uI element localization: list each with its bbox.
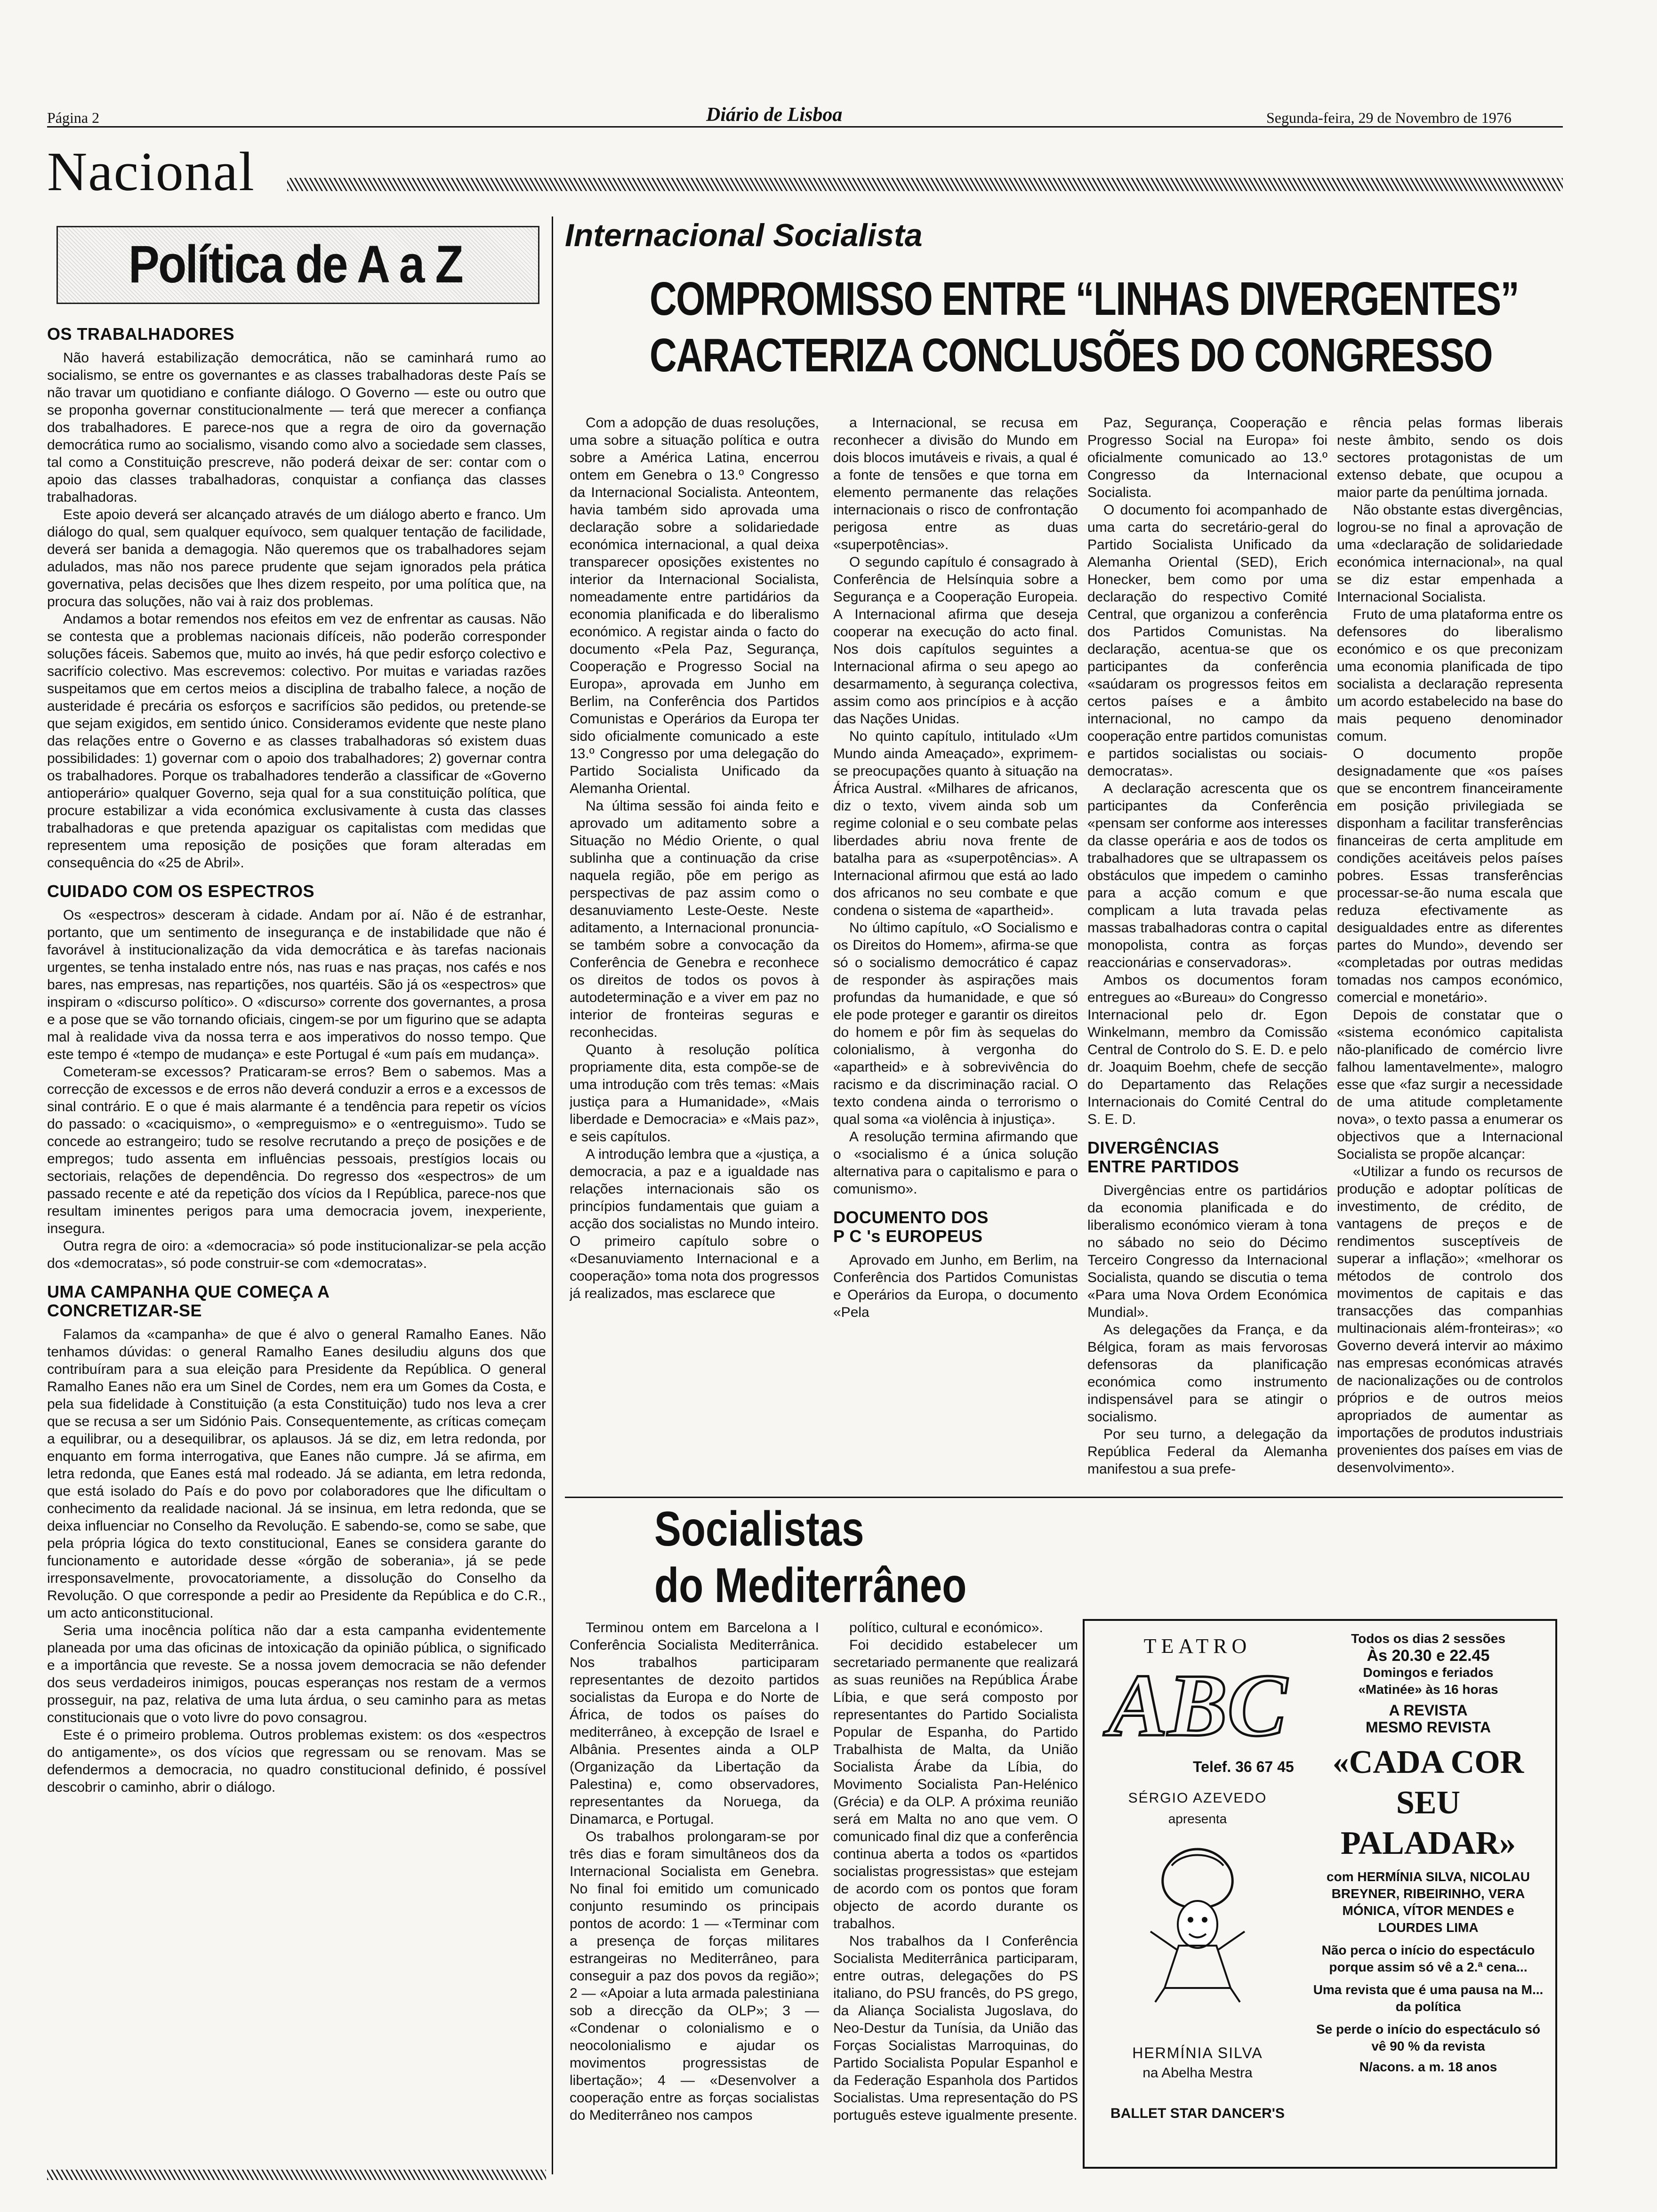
ad-cast: com HERMÍNIA SILVA, NICOLAU BREYNER, RIBEIRINHO, VERA MÓNICA, VÍTOR MENDES e LOURDES LIMA [1327, 1869, 1530, 1935]
performer-illustration [1136, 1837, 1259, 2007]
ad-ballet: BALLET STAR DANCER'S [1110, 2106, 1285, 2121]
is-paragraph: Paz, Segurança, Cooperação e Progresso Social na Europa» foi oficialmente comunicado ao 13.º Congresso da Internacional Socialista. [1087, 415, 1327, 500]
is-sub-divergencias: DIVERGÊNCIAS ENTRE PARTIDOS [1087, 1138, 1239, 1176]
is-paragraph: A introdução lembra que a «justiça, a democracia, a paz e a igualdade nas relações internacionais são os princípios fundamentais que guiam a acção dos socialistas no Mundo inteiro. O primeiro capítulo sobre o «Desanuviamento Internacional e a cooperação» toma nota dos progressos já realizados, mas esclarece que [570, 1146, 819, 1301]
ad-apresenta: apresenta [1168, 1811, 1227, 1826]
is-paragraph: Com a adopção de duas resoluções, uma sobre a situação política e outra sobre a América Latina, encerrou ontem em Genebra o 13.º Congresso da Internacional Socialista. Anteontem, havia também sido aprovada uma declaração sobre a solidariedade económica internacional, a qual deixa transparecer oposições existentes no interior da Internacional Socialista, nomeadamente entre partidários da economia planificada e do liberalismo económico. A registar ainda o facto do documento «Pela Paz, Segurança, Cooperação e Progresso Social na Europa», aprovada em Junho em Berlim, na Conferência dos Partidos Comunistas e Operários da Europa ter sido oficialmente comunicado a este 13.º Congresso por uma delegação do Partido Socialista Unificado da Alemanha Oriental. [570, 415, 819, 796]
ad-show-title-1: «CADA COR [1332, 1744, 1524, 1780]
is-paragraph: O documento propõe designadamente que «os países que se encontrem financeiramente em posição privilegiada se disponham a facilitar transferências financeiras de certa amplitude em condições aceitáveis pelos países pobres. Essas transferências processar-se-ão numa escala que reduza efectivamente as desigualdades entre as diferentes partes do Mundo», devendo ser «completadas por outras medidas tomadas nos campos económico, comercial e monetário». [1337, 746, 1563, 1005]
is-paragraph: Ambos os documentos foram entregues ao «Bureau» do Congresso Internacional pelo dr. Egon Winkelmann, membro da Comissão Central de Controlo do S. E. D. e pelo dr. Joaquim Boehm, chefe de secção do Departamento das Relações Internacionais do Comité Central do S. E. D. [1087, 972, 1327, 1127]
med-paragraph: Foi decidido estabelecer um secretariado permanente que realizará as suas reuniões na República Árabe Líbia, e que será composto por representantes do Partido Socialista Popular de Espanha, do Partido Trabalhista de Malta, da União Socialista Árabe da Líbia, do Movimento Socialista Pan-Helénico (Grécia) e da OLP. A próxima reunião será em Malta no ano que vem. O comunicado final diz que a conferência continua aberta a todos os «partidos socialistas progressistas» que estejam de acordo com os pontos que foram objecto de acordo durante os trabalhos. [833, 1637, 1078, 1931]
is-paragraph: Divergências entre os partidários da economia planificada e do liberalismo económico vieram à tona no sábado no seio do Décimo Terceiro Congresso da Internacional Socialista, quando se discutia o tema «Para uma Nova Ordem Económica Mundial». [1087, 1183, 1327, 1320]
is-paragraph: A declaração acrescenta que os participantes da Conferência «pensam ser conforme aos interesses da classe operária e aos de todos os trabalhadores que se ultrapassem os obstáculos que impedem o caminho para a acção comum e que complicam a luta travada pelas massas trabalhadoras contra o capital monopolista, contra as forças reaccionárias e conservadoras». [1087, 781, 1327, 970]
is-col-4 [1337, 414, 1563, 1487]
is-paragraph: No último capítulo, «O Socialismo e os Direitos do Homem», afirma-se que só o socialismo democrático é capaz de responder às aspirações mais profundas da humanidade, e que só ele pode proteger e garantir os direitos do homem e pôr fim às sequelas do colonialismo, à vergonha do «apartheid» e à sobrevivência do racismo e da discriminação racial. O texto condena ainda o terrorismo o qual soma «a violência à injustiça». [833, 920, 1078, 1127]
is-col-2 [833, 414, 1078, 1487]
is-paragraph: rência pelas formas liberais neste âmbito, sendo os dois sectores protagonistas de um extenso debate, que ocupou a maior parte da penúltima jornada. [1337, 415, 1563, 500]
az-paragraph: Cometeram-se excessos? Praticaram-se erros? Bem o sabemos. Mas a correcção de excessos e de erros não deverá conduzir a erros e a excessos de sinal contrário. E o que é mais alarmante é a tendência para repetir os vícios do passado: o «caciquismo», o «empreguismo» e o «entreguismo». Tudo se concede ao estrangeiro; tudo se resolve recrutando a preço de posições e de empregos; tudo assenta em influências pessoais, prestígios locais ou sectoriais, relações de dependência. Do regresso dos «espectros» de um passado recente e até da repetição dos vícios da I República, parece-nos que resultam iminentes perigos para uma democracia jovem, inexperiente, insegura. [47, 1064, 546, 1236]
az-sub-campanha: UMA CAMPANHA QUE COMEÇA A CONCRETIZAR-SE [47, 1282, 330, 1320]
is-paragraph: As delegações da França, e da Bélgica, foram as mais fervorosas defensoras da planificação económica como instrumento indispensável para se atingir o socialismo. [1087, 1322, 1327, 1425]
ad-line: Uma revista que é uma pausa na M... da política [1313, 1982, 1544, 2014]
med-col-1 [570, 1619, 819, 2184]
issue-date: Segunda-feira, 29 de Novembro de 1976 [1266, 109, 1512, 126]
med-headline-1: Socialistas [654, 1502, 864, 1556]
is-bottom-rule [565, 1497, 1563, 1498]
az-paragraph: Andamos a botar remendos nos efeitos em vez de enfrentar as causas. Não se contesta que a problemas nacionais difíceis, não poderão corresponder soluções fáceis. Sabemos que, muito ao invés, há que pedir esforço colectivo e sacrifício colectivo. Mas escrevemos: colectivo. Por muitas e variadas razões suspeitamos que em certos meios a disciplina de trabalho falece, a noção de austeridade é precária os esforços e sacrifícios são pedidos, ou pretende-se que sejam exigidos, em sentido único. Consideramos evidente que neste plano das relações entre o Governo e as classes trabalhadoras só existem duas possibilidades: 1) governar com o apoio dos trabalhadores; 2) governar contra os trabalhadores. Porque os trabalhadores tenderão a classificar de «Governo antioperário» qualquer Governo, seja qual for a sua constituição política, que procure estabilizar a vida económica exclusivamente à custa das classes trabalhadoras e que pretenda apaziguar os capitalistas com medidas que representem uma reposição de posições que foram alteradas em consequência do «25 de Abril». [47, 611, 546, 871]
section-title: Nacional [47, 141, 255, 202]
is-paragraph: a Internacional, se recusa em reconhecer a divisão do Mundo em dois blocos imutáveis e rivais, a qual é a fonte de tensões e que torna em elemento permanente das relações internacionais o risco de confrontação perigosa entre as duas «superpotências». [833, 415, 1078, 553]
ad-line: «Matinée» às 16 horas [1358, 1682, 1498, 1697]
ad-show-title-2: SEU PALADAR» [1340, 1785, 1516, 1861]
ad-line: N/acons. a m. 18 anos [1359, 2060, 1497, 2074]
is-paragraph: Não obstante estas divergências, logrou-se no final a aprovação de uma «declaração de solidariedade económica internacional», na qual se diz estar empenhada a Internacional Socialista. [1337, 502, 1563, 605]
az-paragraph: Seria uma inocência política não dar a esta campanha evidentemente planeada por uma das oficinas de intoxicação da opinião pública, o significado e a importância que reveste. Se a nossa jovem democracia se não defender dos seus verdadeiros inimigos, poucas esperanças nos restam de a vermos prosseguir, na paz, relativa de uma luta árdua, o seu caminho para as metas constitucionais que o voto livre do povo consagrou. [47, 1623, 546, 1725]
az-paragraph: Este é o primeiro problema. Outros problemas existem: os dos «espectros do antigamente», os dos vícios que regressam ou se renovam. Mas se defendermos a democracia, no quadro constitucional definido, é possível descobrir o caminho, abrir o diálogo. [47, 1727, 546, 1795]
az-paragraph: Os «espectros» desceram à cidade. Andam por aí. Não é de estranhar, portanto, que um sentimento de insegurança e de instabilidade que não é favorável à institucionalização da vida democrática e às tarefas nacionais urgentes, se tenha instalado entre nós, nas ruas e nas praças, nos cafés e nos bares, nas empresas, nas repartições, nos quartéis. São já os «espectros» que inspiram o «discurso político». O «discurso» corrente dos governantes, a prosa e a pose que se vão tornando oficiais, cingem-se por um figurino que se adapta mal à realidade viva da nossa terra e aos imperativos do nosso tempo. Que este tempo é «tempo de mudança» e este Portugal é «um país em mudança». [47, 907, 546, 1062]
is-kicker: Internacional Socialista [565, 217, 923, 253]
ad-line: Às 20.30 e 22.45 [1367, 1647, 1490, 1665]
ad-line: MESMO REVISTA [1365, 1719, 1491, 1736]
is-paragraph: «Utilizar a fundo os recursos de produção e adoptar políticas de investimento, de crédito, de vantagens de preços e de rendimentos susceptíveis de superar a inflação»; «melhorar os métodos de controlo dos movimentos de capitais e das transacções das companhias multinacionais além-fronteiras»; «o Governo deverá intervir ao máximo nas empresas económicas através de nacionalizações ou de controlos próprios e de outros meios apropriados de aumentar as importações de produtos industriais provenientes dos países em vias de desenvolvimento». [1337, 1164, 1563, 1475]
ad-telephone: Telef. 36 67 45 [1193, 1758, 1294, 1775]
az-sub-espectros: CUIDADO COM OS ESPECTROS [47, 882, 315, 901]
ad-line: Não perca o início do espectáculo porque assim só vê a 2.ª cena... [1321, 1943, 1535, 1974]
ad-star: HERMÍNIA SILVA [1132, 2044, 1263, 2061]
is-paragraph: Depois de constatar que o «sistema económico capitalista não-planificado de comércio livre falhou lamentavelmente», malogro esse que «faz surgir a necessidade de uma atitude completamente nova», o texto passa a enumerar os objectivos que a Internacional Socialista se propõe alcançar: [1337, 1007, 1563, 1162]
ad-line: A REVISTA [1389, 1702, 1468, 1719]
az-bottom-hatch [47, 2170, 546, 2180]
is-paragraph: O documento foi acompanhado de uma carta do secretário-geral do Partido Socialista Unificado da Alemanha Oriental (SED), Erich Honecker, bem como por uma declaração do respectivo Comité Central, que organizou a conferência dos Partidos Comunistas. Na declaração, acentua-se que os participantes da conferência «saúdaram os progressos feitos em certos países e a âmbito internacional, no campo da cooperação entre partidos comunistas e partidos socialistas ou sociais-democratas». [1087, 502, 1327, 779]
ad-line: Se perde o início do espectáculo só vê 90 % da revista [1316, 2022, 1541, 2053]
is-paragraph: Aprovado em Junho, em Berlim, na Conferência dos Partidos Comunistas e Operários da Europa, o documento «Pela [833, 1252, 1078, 1320]
is-paragraph: O segundo capítulo é consagrado à Conferência de Helsínquia sobre a Segurança e a Cooperação Europeia. A Internacional afirma que deseja cooperar na execução do acto final. Nos dois capítulos seguintes a Internacional afirma o seu apego ao desarmamento, à segurança colectiva, assim como aos princípios e à acção das Nações Unidas. [833, 554, 1078, 727]
ad-producer: SÉRGIO AZEVEDO [1128, 1790, 1267, 1806]
med-paragraph: Nos trabalhos da I Conferência Socialista Mediterrânica participaram, entre outras, delegações do PS italiano, do PSU francês, do PS grego, da Aliança Socialista Jugoslava, do Neo-Destur da Tunísia, da União das Forças Socialistas Marroquinas, do Partido Socialista Popular Espanhol e da Federação Espanhola dos Partidos Socialistas. Uma representação do PS português esteve igualmente presente. [833, 1933, 1078, 2123]
newspaper-name: Diário de Lisboa [706, 104, 843, 126]
med-headline-2: do Mediterrâneo [654, 1558, 967, 1613]
ad-right-panel [1311, 1630, 1546, 2076]
ad-teatro: TEATRO [1143, 1635, 1252, 1658]
is-headline-1: COMPROMISSO ENTRE “LINHAS DIVERGENTES” [650, 272, 1519, 325]
az-paragraph: Este apoio deverá ser alcançado através de um diálogo aberto e franco. Um diálogo do qual, sem qualquer equívoco, sem qualquer tentação de facilidade, deverá ser banida a demagogia. Não queremos que os trabalhadores sejam adulados, mas não nos parece prudente que sejam ignorados pela prática governativa, pelas decisões que lhes dizem respeito, por uma política que, na procura das soluções, não vai à raiz dos problemas. [47, 507, 546, 609]
med-paragraph: Terminou ontem em Barcelona a I Conferência Socialista Mediterrânica. Nos trabalhos participaram representantes de dezoito partidos socialistas da Europa e do Norte de África, de todos os países do mediterrâneo, à excepção de Israel e Albânia. Presentes ainda a OLP (Organização da Libertação da Palestina) e, como observadores, representantes da Noruega, da Dinamarca, e Portugal. [570, 1620, 819, 1827]
az-sub-trabalhadores: OS TRABALHADORES [47, 325, 235, 344]
az-paragraph: Outra regra de oiro: a «democracia» só pode institucionalizar-se pela acção dos «democratas», só pode construir-se com «democratas». [47, 1238, 546, 1271]
az-label: Política de A a Z [129, 235, 463, 294]
az-paragraph: Falamos da «campanha» de que é alvo o general Ramalho Eanes. Não tenhamos dúvidas: o general Ramalho Eanes desiludiu alguns dos que contribuíram para a sua eleição para Presidente da República. O general Ramalho Eanes não era um Sinel de Cordes, nem era um Gomes da Costa, e pela sua fidelidade à Constituição (a esta Constituição) tudo nos leva a crer que se recusa a ser um Sidónio Pais. Consequentemente, as críticas começam a equilibrar, ou a desequilibrar, os aplausos. Já se diz, em letra redonda, por enquanto em forma interrogativa, que Eanes não cumpre. Já se afirma, em letra redonda, que Eanes está mal rodeado. Já se adianta, em letra redonda, que está isolado do País e do povo por colaboradores que lhe dificultam o conhecimento da realidade nacional. Já se insinua, em letra redonda, que se deixa influenciar no Conselho da Revolução. E sabendo-se, como se sabe, que pela própria lógica do texto constitucional, Eanes se considera garante do funcionamento e autoridade desse «órgão de soberania», já se pede irresponsavelmente, provocatoriamente, a dissolução do Conselho da Revolução. O que corresponde a pedir ao Presidente da República e do C.R., um acto anticonstitucional. [47, 1327, 546, 1621]
is-paragraph: Na última sessão foi ainda feito e aprovado um aditamento sobre a Situação no Médio Oriente, o qual sublinha que a continuação da crise naquela região, põe em perigo as perspectivas de paz assim como o desanuviamento Leste-Oeste. Neste aditamento, a Internacional pronuncia-se também sobre a convocação da Conferência de Genebra e reconhece os direitos de todos os povos à autodeterminação e a viver em paz no interior de fronteiras seguras e reconhecidas. [570, 798, 819, 1040]
is-col-1 [570, 414, 819, 1487]
masthead-rule [47, 126, 1563, 128]
az-column [47, 325, 546, 2156]
is-col-3 [1087, 414, 1327, 1487]
is-paragraph: Quanto à resolução política propriamente dita, esta compõe-se de uma introdução com três temas: «Mais justiça para a Humanidade», «Mais liberdade e Democracia» e «Mais paz», e seis capítulos. [570, 1042, 819, 1145]
az-label-box [56, 226, 539, 304]
ad-abc-logo: ABC [1108, 1656, 1287, 1755]
is-headline-2: CARACTERIZA CONCLUSÕES DO CONGRESSO [650, 329, 1493, 382]
section-hatch [287, 178, 1563, 191]
column-divider [552, 216, 553, 2174]
ad-star-sub: na Abelha Mestra [1142, 2065, 1253, 2081]
is-paragraph: A resolução termina afirmando que o «socialismo é a única solução alternativa para o capitalismo e para o comunismo». [833, 1129, 1078, 1197]
is-paragraph: Por seu turno, a delegação da República Federal da Alemanha manifestou a sua prefe- [1087, 1427, 1327, 1477]
ad-line: Todos os dias 2 sessões [1351, 1631, 1505, 1646]
page-number: Página 2 [47, 109, 100, 126]
med-paragraph: Os trabalhos prolongaram-se por três dias e foram simultâneos dos da Internacional Socialista em Genebra. No final foi emitido um comunicado conjunto resumindo os principais pontos de acordo: 1 — «Terminar com a presença de forças militares estrangeiras no Mediterrâneo, para conseguir a paz dos povos da região»; 2 — «Apoiar a luta armada palestiniana sob a direcção da OLP»; 3 — «Condenar o colonialismo e o neocolonialismo e ajudar os movimentos progressistas de libertação»; 4 — «Desenvolver a cooperação entre as forças socialistas do Mediterrâneo nos campos [570, 1829, 819, 2123]
az-paragraph: Não haverá estabilização democrática, não se caminhará rumo ao socialismo, se entre os governantes e as classes trabalhadoras deste País se não travar um quotidiano e confiante diálogo. O Governo — este ou outro que se proponha governar constitucionalmente — terá que merecer a confiança dos trabalhadores. E parece-nos que a regra de oiro da governação democrática rumo ao socialismo, visando como alvo a sociedade sem classes, tal como a Constituição prescreve, não poderá deixar de ser: contar com o apoio das classes trabalhadoras, conquistar a confiança das classes trabalhadoras. [47, 350, 546, 505]
theatre-ad[interactable] [1083, 1619, 1557, 2169]
is-sub-documento: DOCUMENTO DOS P C 's EUROPEUS [833, 1208, 989, 1246]
med-paragraph: político, cultural e económico». [849, 1620, 1043, 1635]
is-paragraph: No quinto capítulo, intitulado «Um Mundo ainda Ameaçado», exprimem-se preocupações quanto à situação na África Austral. «Milhares de africanos, diz o texto, vivem ainda sob um regime colonial e o seu combate pelas liberdades abriu nova frente de batalha para as «superpotências». A Internacional afirmou que está ao lado dos africanos no seu combate e que condena o sistema de «apartheid». [833, 729, 1078, 918]
is-paragraph: Fruto de uma plataforma entre os defensores do liberalismo económico e os que preconizam uma economia planificada de tipo socialista a declaração representa um acordo estabelecido na base do mais pequeno denominador comum. [1337, 607, 1563, 744]
ad-line: Domingos e feriados [1363, 1665, 1494, 1680]
med-col-2 [833, 1619, 1078, 2184]
